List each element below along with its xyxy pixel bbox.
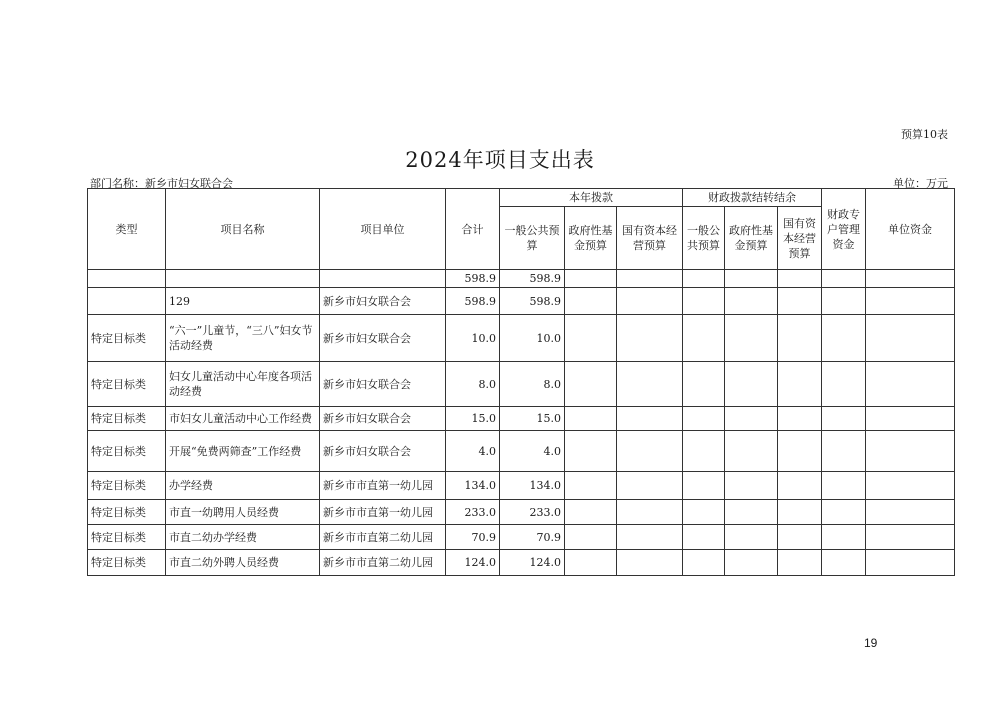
header-project-name: 项目名称 [166,189,320,270]
row-type-cell: 特定目标类 [88,472,166,500]
row-carry-gov-fund-cell [725,362,778,407]
row-unit-fund-cell [866,288,955,315]
row-carry-state-capital-cell [778,315,822,362]
row-state-capital-cell [617,270,683,288]
row-general-budget-cell: 70.9 [500,525,565,550]
page-number: 19 [864,636,878,650]
row-state-capital-cell [617,550,683,576]
row-state-capital-cell [617,362,683,407]
row-unit-fund-cell [866,407,955,431]
row-name-cell: 市妇女儿童活动中心工作经费 [166,407,320,431]
row-type-cell: 特定目标类 [88,550,166,576]
table-row [88,431,955,472]
header-gov-fund: 政府性基金预算 [565,207,617,270]
row-carry-gov-fund-cell [725,550,778,576]
row-total-cell: 8.0 [446,362,500,407]
row-unit-cell: 新乡市妇女联合会 [320,288,446,315]
row-total-cell: 598.9 [446,270,500,288]
row-carry-state-capital-cell [778,500,822,525]
row-gov-fund-cell [565,407,617,431]
row-carry-gov-fund-cell [725,407,778,431]
row-carry-state-capital-cell [778,270,822,288]
header-state-capital: 国有资本经营预算 [617,207,683,270]
header-carryover: 财政拨款结转结余 [683,189,822,207]
row-special-fund-cell [822,362,866,407]
row-special-fund-cell [822,525,866,550]
row-name-cell [166,270,320,288]
row-carry-general-cell [683,431,725,472]
row-total-cell: 15.0 [446,407,500,431]
row-carry-gov-fund-cell [725,500,778,525]
header-general-budget: 一般公共预算 [500,207,565,270]
row-carry-general-cell [683,500,725,525]
row-special-fund-cell [822,472,866,500]
row-carry-gov-fund-cell [725,431,778,472]
row-total-cell: 10.0 [446,315,500,362]
row-general-budget-cell: 134.0 [500,472,565,500]
row-general-budget-cell: 233.0 [500,500,565,525]
row-carry-gov-fund-cell [725,270,778,288]
page-title: 2024年项目支出表 [405,148,595,172]
header-current-year: 本年拨款 [500,189,683,207]
row-name-cell: 市直二幼外聘人员经费 [166,550,320,576]
table-row [88,288,955,315]
row-unit-fund-cell [866,550,955,576]
row-gov-fund-cell [565,500,617,525]
row-state-capital-cell [617,500,683,525]
row-total-cell: 124.0 [446,550,500,576]
row-gov-fund-cell [565,315,617,362]
row-gov-fund-cell [565,270,617,288]
row-unit-cell: 新乡市市直第一幼儿园 [320,472,446,500]
row-carry-gov-fund-cell [725,472,778,500]
row-unit-cell: 新乡市妇女联合会 [320,315,446,362]
project-expenditure-table [87,188,955,576]
table-row [88,472,955,500]
row-name-cell: “六一”儿童节，“三八”妇女节活动经费 [166,315,320,362]
row-state-capital-cell [617,472,683,500]
row-general-budget-cell: 10.0 [500,315,565,362]
row-total-cell: 134.0 [446,472,500,500]
row-special-fund-cell [822,550,866,576]
row-state-capital-cell [617,525,683,550]
row-carry-general-cell [683,472,725,500]
row-unit-fund-cell [866,270,955,288]
row-gov-fund-cell [565,472,617,500]
row-state-capital-cell [617,288,683,315]
row-unit-cell: 新乡市妇女联合会 [320,362,446,407]
row-carry-general-cell [683,270,725,288]
row-general-budget-cell: 15.0 [500,407,565,431]
row-unit-cell: 新乡市市直第二幼儿园 [320,550,446,576]
row-type-cell: 特定目标类 [88,500,166,525]
row-carry-general-cell [683,362,725,407]
row-gov-fund-cell [565,431,617,472]
row-total-cell: 4.0 [446,431,500,472]
row-unit-cell: 新乡市妇女联合会 [320,431,446,472]
row-gov-fund-cell [565,550,617,576]
row-total-cell: 233.0 [446,500,500,525]
row-unit-fund-cell [866,362,955,407]
row-carry-state-capital-cell [778,525,822,550]
row-special-fund-cell [822,407,866,431]
row-total-cell: 598.9 [446,288,500,315]
header-total: 合计 [446,189,500,270]
row-gov-fund-cell [565,288,617,315]
row-special-fund-cell [822,431,866,472]
unit-label: 单位：万元 [893,177,948,190]
row-name-cell: 129 [166,288,320,315]
row-general-budget-cell: 598.9 [500,288,565,315]
row-general-budget-cell: 598.9 [500,270,565,288]
row-carry-state-capital-cell [778,288,822,315]
row-special-fund-cell [822,270,866,288]
header-carry-general: 一般公共预算 [683,207,725,270]
row-general-budget-cell: 124.0 [500,550,565,576]
row-type-cell: 特定目标类 [88,315,166,362]
row-unit-cell: 新乡市市直第一幼儿园 [320,500,446,525]
row-type-cell [88,288,166,315]
table-tag: 预算10表 [901,128,948,141]
row-name-cell: 妇女儿童活动中心年度各项活动经费 [166,362,320,407]
row-special-fund-cell [822,288,866,315]
row-special-fund-cell [822,500,866,525]
row-unit-cell [320,270,446,288]
row-general-budget-cell: 4.0 [500,431,565,472]
table-body [88,270,955,576]
row-state-capital-cell [617,407,683,431]
row-unit-cell: 新乡市妇女联合会 [320,407,446,431]
row-name-cell: 市直一幼聘用人员经费 [166,500,320,525]
row-unit-fund-cell [866,525,955,550]
row-unit-fund-cell [866,431,955,472]
row-carry-general-cell [683,315,725,362]
row-name-cell: 开展“免费两筛查”工作经费 [166,431,320,472]
row-type-cell: 特定目标类 [88,407,166,431]
row-carry-general-cell [683,288,725,315]
table-row [88,407,955,431]
row-state-capital-cell [617,431,683,472]
row-carry-state-capital-cell [778,431,822,472]
header-carry-gov-fund: 政府性基金预算 [725,207,778,270]
row-carry-general-cell [683,407,725,431]
row-unit-fund-cell [866,472,955,500]
header-row-1 [88,189,955,207]
row-carry-gov-fund-cell [725,525,778,550]
row-type-cell: 特定目标类 [88,362,166,407]
header-project-unit: 项目单位 [320,189,446,270]
table-row [88,270,955,288]
row-gov-fund-cell [565,525,617,550]
row-type-cell [88,270,166,288]
row-type-cell: 特定目标类 [88,431,166,472]
row-carry-gov-fund-cell [725,315,778,362]
row-carry-gov-fund-cell [725,288,778,315]
row-special-fund-cell [822,315,866,362]
table-row [88,362,955,407]
row-carry-state-capital-cell [778,362,822,407]
header-carry-state-capital: 国有资本经营预算 [778,207,822,270]
row-unit-fund-cell [866,315,955,362]
row-carry-state-capital-cell [778,407,822,431]
row-gov-fund-cell [565,362,617,407]
department-label: 部门名称：新乡市妇女联合会 [90,177,233,190]
row-carry-general-cell [683,550,725,576]
row-name-cell: 市直二幼办学经费 [166,525,320,550]
header-special-fund: 财政专户管理资金 [822,189,866,270]
table-row [88,500,955,525]
row-carry-state-capital-cell [778,472,822,500]
table-row [88,315,955,362]
row-carry-state-capital-cell [778,550,822,576]
row-type-cell: 特定目标类 [88,525,166,550]
row-carry-general-cell [683,525,725,550]
row-unit-cell: 新乡市市直第二幼儿园 [320,525,446,550]
row-name-cell: 办学经费 [166,472,320,500]
table-row [88,525,955,550]
header-type: 类型 [88,189,166,270]
header-unit-fund: 单位资金 [866,189,955,270]
row-unit-fund-cell [866,500,955,525]
table-row [88,550,955,576]
row-state-capital-cell [617,315,683,362]
row-total-cell: 70.9 [446,525,500,550]
row-general-budget-cell: 8.0 [500,362,565,407]
